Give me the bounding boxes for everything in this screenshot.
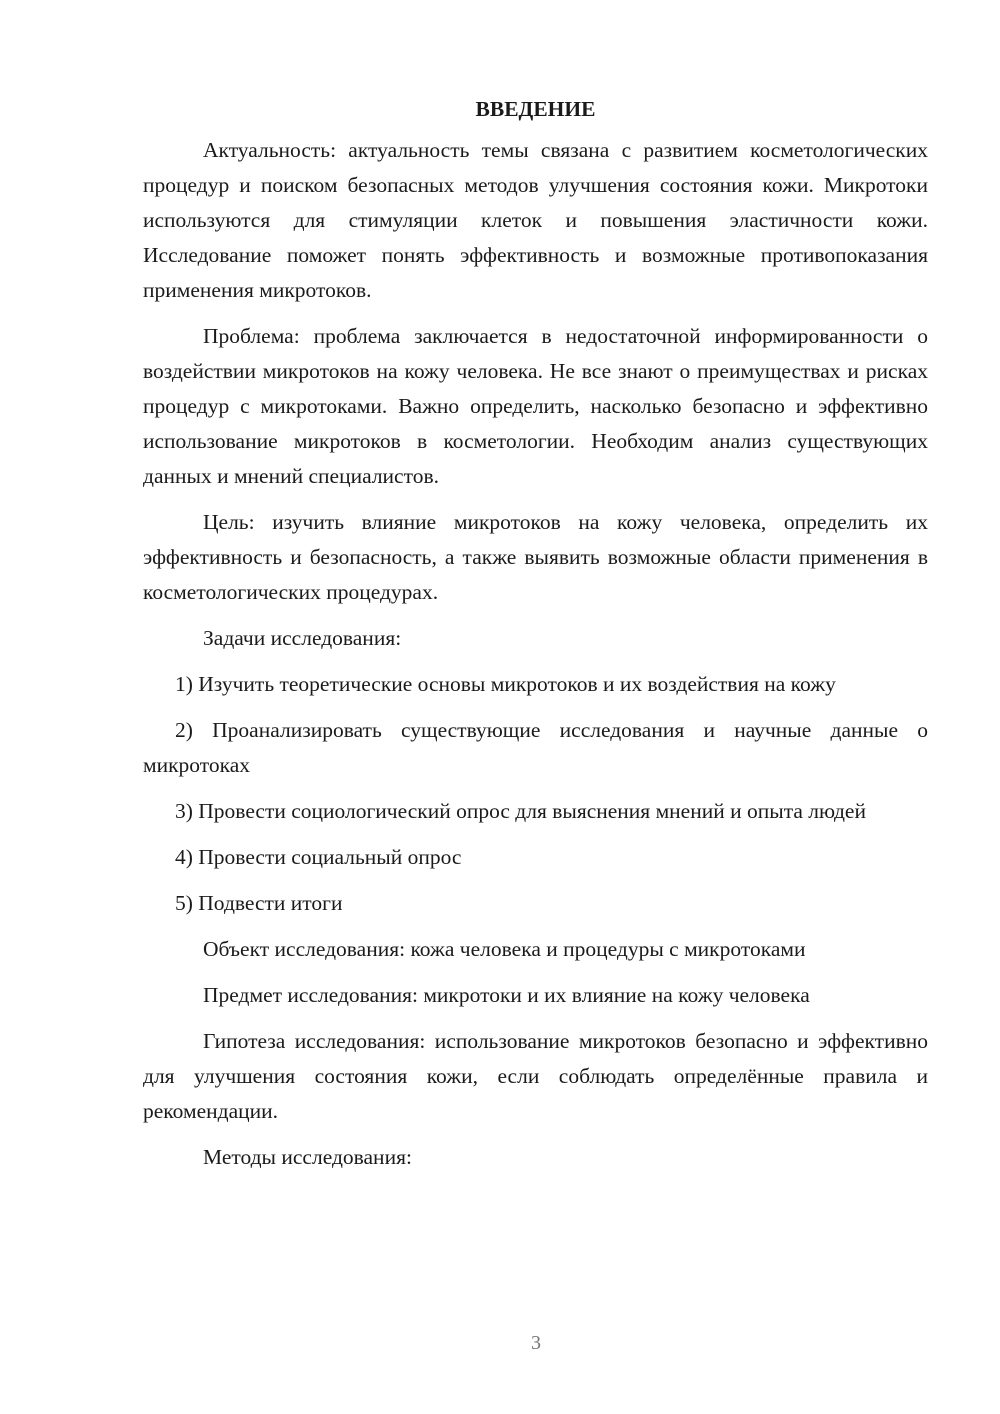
- task-item-3: 3) Провести социологический опрос для выяснения мнений и опыта людей: [175, 799, 866, 823]
- document-body: [143, 92, 928, 1186]
- research-object: Объект исследования: кожа человека и процедуры с микротоками: [203, 937, 806, 961]
- research-subject: Предмет исследования: микротоки и их влияние на кожу человека: [203, 983, 810, 1007]
- paragraph-problem: Проблема: проблема заключается в недостаточной информированности о воздействии микротоков на кожу человека. Не все знают о преимуществах и рисках процедур с микротоками. Важно определить, насколько безопасно и эффективно использование микротоков в косметологии. Необходим анализ существующих данных и мнений специалистов.: [143, 324, 928, 488]
- page-number: 3: [531, 1332, 541, 1354]
- task-item-4: 4) Провести социальный опрос: [175, 845, 462, 869]
- research-hypothesis: Гипотеза исследования: использование микротоков безопасно и эффективно для улучшения состояния кожи, если соблюдать определённые правила и рекомендации.: [143, 1029, 928, 1123]
- task-item-2: 2) Проанализировать существующие исследования и научные данные о микротоках: [143, 718, 928, 777]
- methods-heading: Методы исследования:: [203, 1145, 412, 1169]
- task-item-1: 1) Изучить теоретические основы микротоков и их воздействия на кожу: [175, 672, 836, 696]
- page-title: ВВЕДЕНИЕ: [475, 97, 596, 121]
- tasks-heading: Задачи исследования:: [203, 626, 402, 650]
- paragraph-relevance: Актуальность: актуальность темы связана с развитием косметологических процедур и поиском безопасных методов улучшения состояния кожи. Микротоки используются для стимуляции клеток и повышения эластичности кожи. Исследование поможет понять эффективность и возможные противопоказания применения микротоков.: [143, 138, 928, 302]
- task-item-5: 5) Подвести итоги: [175, 891, 343, 915]
- paragraph-goal: Цель: изучить влияние микротоков на кожу человека, определить их эффективность и безопасность, а также выявить возможные области применения в косметологических процедурах.: [143, 510, 928, 604]
